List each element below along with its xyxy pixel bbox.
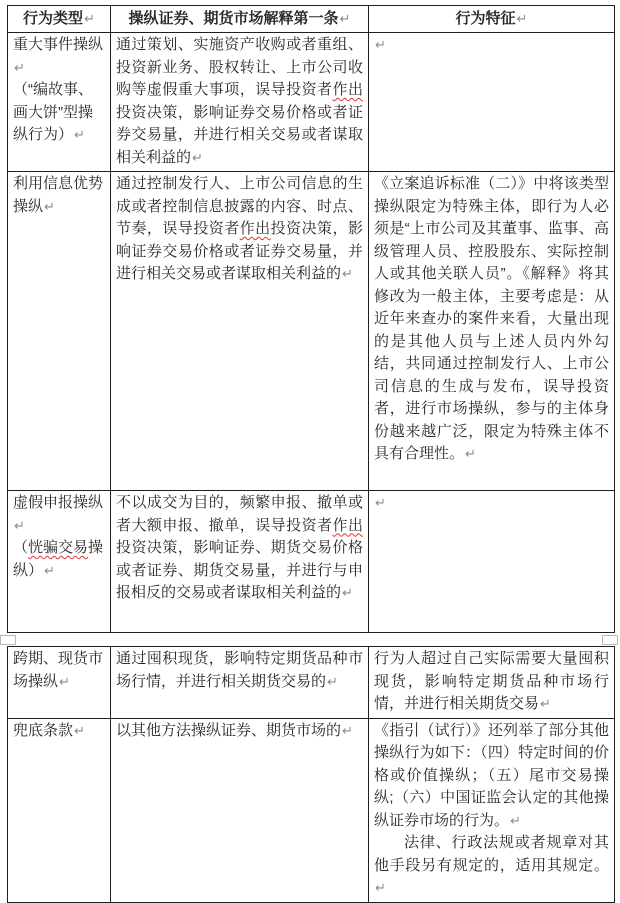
paragraph: [116, 648, 363, 693]
paragraph: [13, 79, 105, 147]
paragraph: [13, 492, 105, 537]
text-run: 《立案追诉标准（二）》中将该类型操纵限定为特殊主体，即行为人必须是“上市公司及其董事、监事、高级管理人员、控股股东、实际控制人或其他关联人员”。《解释》将其修改为一般主体，主要考虑是：从近年来查办的案件来看，大量出现的是其他人员与上述人员内外勾结，共同通过控制发行人、上市公司信息的生成与发布，误导投资者，进行市场操纵，参与的主体身份越来越广泛，限定为特殊主体不具有合理性。: [374, 175, 609, 462]
text-run: 以其他方法操纵证券、期货市场的: [116, 721, 342, 739]
paragraph: [13, 173, 105, 218]
paragraph-mark-icon: ↵: [540, 696, 551, 711]
paragraph-mark-icon: ↵: [339, 11, 351, 26]
paragraph-mark-icon: ↵: [510, 812, 521, 828]
paragraph-mark-icon: ↵: [375, 37, 386, 52]
paragraph-mark-icon: ↵: [375, 495, 386, 510]
paragraph: [13, 34, 105, 79]
table-cell: [8, 491, 111, 633]
paragraph-mark-icon: ↵: [342, 585, 353, 600]
paragraph: [13, 648, 105, 693]
paragraph: [374, 173, 609, 466]
text-run: （: [13, 539, 29, 556]
text-run: （“编故事、画大饼”型操纵行为）: [13, 81, 93, 143]
text-run: 通过策划、实施资产收购或者重组、投资新业务、股权转让、上市公司收购等虚假重大事项，误导投资者: [116, 36, 363, 98]
misspelled-text: 作出: [332, 81, 363, 98]
table-cell: [369, 33, 615, 172]
paragraph-mark-icon: ↵: [375, 880, 386, 895]
text-run: 法律、行政法规或者规章对其他手段另有规定的，适用其规定。: [374, 834, 609, 874]
text-run: 投资决策，影响证券、期货交易价格或者证券、期货交易量，并进行与申报相反的交易或者谋取相关利益的: [116, 539, 363, 601]
text-run: 《指引（试行）》还列举了部分其他操纵行为如下：（四）特定时间的价格或价值操纵；（五）尾市交易操纵;（六）中国证监会认定的其他操纵证券市场的行为。: [374, 721, 609, 829]
misspelled-text: 作出: [332, 516, 363, 534]
table-cell: [111, 491, 369, 633]
table-cell: [111, 718, 369, 902]
table-cell: [369, 172, 615, 491]
table-cell: [111, 647, 369, 719]
paragraph: [13, 537, 105, 582]
table-header-row: [8, 6, 615, 33]
table-cell: [111, 33, 369, 172]
paragraph-mark-icon: ↵: [14, 517, 25, 533]
text-run: 投资决策，影响证券交易价格或者证券交易量，并进行相关交易或者谋取相关利益的: [116, 220, 363, 282]
manipulation-types-table-1: [7, 5, 615, 633]
text-run: 操纵）: [13, 539, 104, 579]
paragraph-mark-icon: ↵: [74, 127, 85, 142]
table-cell: [8, 647, 111, 719]
text-run: 投资决策，影响证券交易价格或者证券交易量，并进行相关交易或者谋取相关利益的: [116, 103, 363, 166]
paragraph-mark-icon: ↵: [74, 722, 85, 738]
text-run: 兜底条款: [13, 721, 74, 739]
paragraph-mark-icon: ↵: [516, 11, 528, 26]
paragraph-mark-icon: ↵: [327, 673, 338, 689]
table-separator: [7, 633, 614, 646]
header-label: 行为类型: [23, 10, 84, 27]
text-run: 重大事件操纵: [13, 36, 104, 53]
text-run: 不以成交为目的，频繁申报、撤单或者大额申报、撤单，误导投资者: [116, 494, 363, 534]
text-run: 利用信息优势操纵: [13, 175, 104, 215]
text-run: 通过控制发行人、上市公司信息的生成或者控制信息披露的内容、时点、节奏，误导投资者: [116, 175, 363, 237]
text-run: 虚假申报操纵: [13, 494, 104, 511]
table-cell: [369, 718, 615, 902]
word-document-page: [7, 5, 614, 903]
table-row: [8, 718, 615, 902]
table-cell: [111, 172, 369, 491]
paragraph-mark-icon: ↵: [192, 149, 203, 165]
misspelled-text: 恍骗交易: [28, 539, 89, 556]
paragraph: [116, 720, 363, 743]
table-header-cell: [8, 6, 111, 33]
paragraph-mark-icon: ↵: [44, 562, 55, 578]
paragraph: [374, 34, 609, 57]
table-row: [8, 647, 615, 719]
paragraph: [374, 492, 609, 515]
paragraph-mark-icon: ↵: [84, 11, 95, 26]
paragraph-mark-icon: ↵: [59, 673, 70, 689]
paragraph-mark-icon: ↵: [342, 722, 353, 738]
paragraph: [116, 34, 363, 169]
paragraph-mark-icon: ↵: [465, 446, 476, 461]
table-row: [8, 172, 615, 491]
paragraph-mark-icon: ↵: [342, 266, 353, 281]
table-header-cell: [111, 6, 369, 33]
paragraph-mark-icon: ↵: [44, 198, 55, 214]
paragraph: [13, 720, 105, 743]
table-cell: [8, 172, 111, 491]
header-label: 行为特征: [455, 10, 516, 27]
text-run: 跨期、现货市场操纵: [13, 650, 104, 690]
paragraph: [116, 173, 363, 286]
paragraph: [374, 720, 609, 833]
paragraph: [374, 648, 609, 716]
paragraph-mark-icon: ↵: [14, 59, 25, 75]
table-cell: [369, 647, 615, 719]
text-run: 行为人超过自己实际需要大量囤积现货，影响特定期货品种市场行情，并进行相关期货交易: [374, 650, 609, 712]
table-row: [8, 491, 615, 633]
misspelled-text: 作出: [239, 220, 271, 237]
table-cell: [8, 33, 111, 172]
table-cell: [369, 491, 615, 633]
manipulation-types-table-2: [7, 646, 615, 903]
text-run: 通过囤积现货，影响特定期货品种市场行情，并进行相关期货交易的: [116, 650, 363, 690]
table-cell: [8, 718, 111, 902]
paragraph: [116, 492, 363, 605]
table-row: [8, 33, 615, 172]
paragraph: [374, 832, 609, 900]
header-label: 操纵证券、期货市场解释第一条: [128, 10, 339, 27]
table-header-cell: [369, 6, 615, 33]
